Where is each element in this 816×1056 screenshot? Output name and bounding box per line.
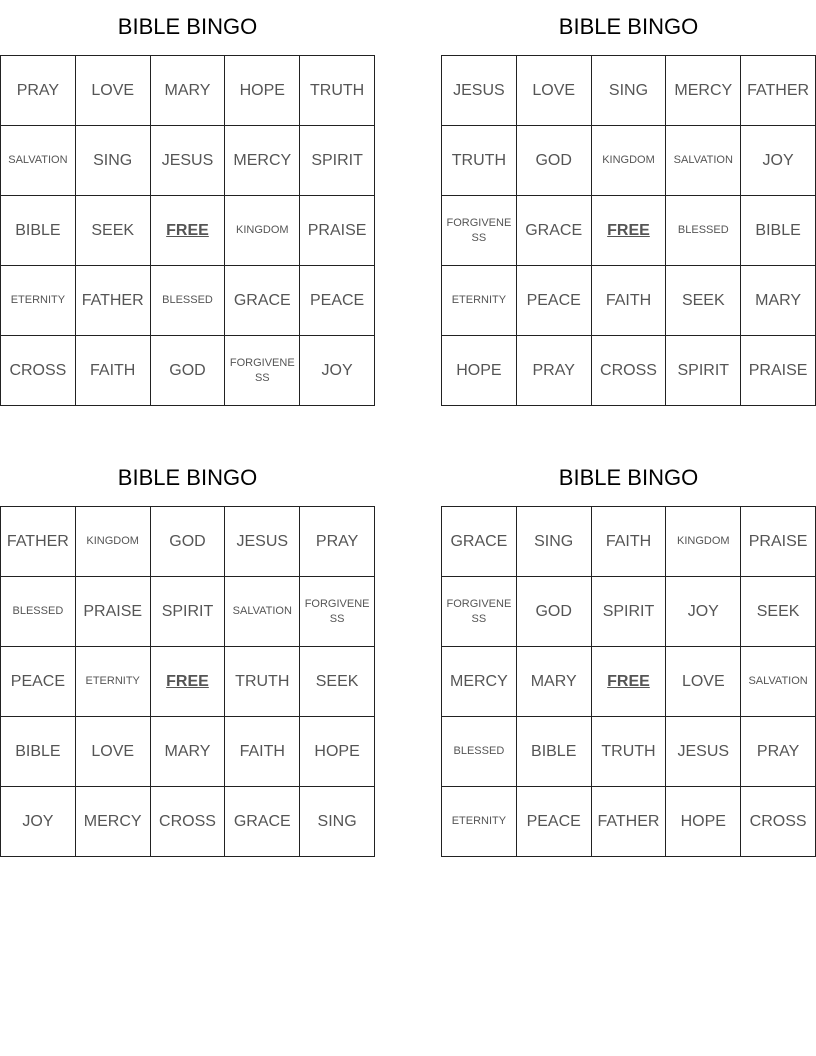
free-space-cell: FREE — [592, 196, 667, 266]
bingo-cell: TRUTH — [592, 717, 667, 787]
bingo-cell: FAITH — [225, 717, 300, 787]
bingo-cell: HOPE — [442, 336, 517, 406]
bingo-cell: PRAY — [517, 336, 592, 406]
bingo-cell: TRUTH — [300, 56, 375, 126]
bingo-cell: FAITH — [592, 266, 667, 336]
bingo-cell: MARY — [517, 647, 592, 717]
bingo-cell: JESUS — [442, 56, 517, 126]
bingo-cell: PRAISE — [300, 196, 375, 266]
bingo-cell: PEACE — [517, 266, 592, 336]
card-title: BIBLE BINGO — [117, 465, 258, 490]
bingo-cell: TRUTH — [225, 647, 300, 717]
card-title: BIBLE BINGO — [558, 14, 699, 39]
bingo-cell: SALVATION — [666, 126, 741, 196]
bingo-cell: GOD — [151, 336, 226, 406]
bingo-cell: FORGIVENESS — [442, 196, 517, 266]
bingo-cell: BLESSED — [666, 196, 741, 266]
bingo-cell: GOD — [151, 507, 226, 577]
bingo-cell: LOVE — [517, 56, 592, 126]
bingo-cell: FAITH — [592, 507, 667, 577]
bingo-cell: CROSS — [741, 787, 816, 857]
bingo-cell: SING — [76, 126, 151, 196]
bingo-cell: PRAISE — [741, 507, 816, 577]
bingo-cell: JESUS — [666, 717, 741, 787]
bingo-cell: MARY — [741, 266, 816, 336]
bingo-cell: CROSS — [1, 336, 76, 406]
free-space-cell: FREE — [151, 647, 226, 717]
bingo-cell: SALVATION — [1, 126, 76, 196]
bingo-cell: SPIRIT — [300, 126, 375, 196]
bingo-cell: BLESSED — [1, 577, 76, 647]
bingo-cell: ETERNITY — [76, 647, 151, 717]
bingo-cell: FATHER — [741, 56, 816, 126]
bingo-cell: SALVATION — [225, 577, 300, 647]
bingo-cell: GRACE — [517, 196, 592, 266]
bingo-cell: PRAY — [741, 717, 816, 787]
bingo-cell: HOPE — [666, 787, 741, 857]
bingo-cell: GOD — [517, 126, 592, 196]
bingo-grid — [441, 55, 816, 406]
bingo-cell: MARY — [151, 56, 226, 126]
bingo-grid — [0, 506, 375, 857]
bingo-cell: SPIRIT — [592, 577, 667, 647]
bingo-cell: FATHER — [592, 787, 667, 857]
bingo-cell: KINGDOM — [76, 507, 151, 577]
bingo-cell: MERCY — [666, 56, 741, 126]
card-title: BIBLE BINGO — [558, 465, 699, 490]
bingo-cell: BIBLE — [741, 196, 816, 266]
bingo-cell: MARY — [151, 717, 226, 787]
bingo-cell: FATHER — [76, 266, 151, 336]
bingo-cell: PRAISE — [76, 577, 151, 647]
bingo-cell: LOVE — [666, 647, 741, 717]
bingo-cell: KINGDOM — [225, 196, 300, 266]
bingo-cell: PEACE — [1, 647, 76, 717]
bingo-grid — [441, 506, 816, 857]
bingo-grid — [0, 55, 375, 406]
bingo-cell: MERCY — [76, 787, 151, 857]
bingo-cell: JOY — [1, 787, 76, 857]
bingo-cell: PRAISE — [741, 336, 816, 406]
bingo-cell: ETERNITY — [1, 266, 76, 336]
bingo-cell: ETERNITY — [442, 787, 517, 857]
bingo-cell: SING — [517, 507, 592, 577]
bingo-cell: SEEK — [300, 647, 375, 717]
bingo-cell: FORGIVENESS — [225, 336, 300, 406]
bingo-cell: FORGIVENESS — [300, 577, 375, 647]
card-title: BIBLE BINGO — [117, 14, 258, 39]
bingo-cell: BIBLE — [517, 717, 592, 787]
bingo-cell: PEACE — [517, 787, 592, 857]
bingo-cell: BIBLE — [1, 196, 76, 266]
bingo-cell: KINGDOM — [666, 507, 741, 577]
bingo-cell: SEEK — [666, 266, 741, 336]
bingo-cell: JESUS — [225, 507, 300, 577]
free-space-cell: FREE — [151, 196, 226, 266]
bingo-cell: MERCY — [442, 647, 517, 717]
bingo-cell: HOPE — [225, 56, 300, 126]
bingo-cell: MERCY — [225, 126, 300, 196]
bingo-cell: FORGIVENESS — [442, 577, 517, 647]
bingo-cell: BLESSED — [442, 717, 517, 787]
bingo-cell: SEEK — [741, 577, 816, 647]
bingo-cell: FATHER — [1, 507, 76, 577]
bingo-cell: HOPE — [300, 717, 375, 787]
bingo-cell: ETERNITY — [442, 266, 517, 336]
bingo-cell: LOVE — [76, 717, 151, 787]
bingo-cell: TRUTH — [442, 126, 517, 196]
bingo-cell: SPIRIT — [666, 336, 741, 406]
bingo-cell: PEACE — [300, 266, 375, 336]
bingo-cell: SING — [300, 787, 375, 857]
bingo-cell: JOY — [666, 577, 741, 647]
bingo-cell: PRAY — [1, 56, 76, 126]
bingo-cell: CROSS — [151, 787, 226, 857]
bingo-cell: JESUS — [151, 126, 226, 196]
bingo-cell: LOVE — [76, 56, 151, 126]
bingo-cell: PRAY — [300, 507, 375, 577]
bingo-cell: FAITH — [76, 336, 151, 406]
bingo-cell: GRACE — [225, 787, 300, 857]
bingo-cell: SPIRIT — [151, 577, 226, 647]
bingo-cell: SEEK — [76, 196, 151, 266]
bingo-cell: BLESSED — [151, 266, 226, 336]
bingo-cell: SING — [592, 56, 667, 126]
bingo-cell: GOD — [517, 577, 592, 647]
bingo-cell: SALVATION — [741, 647, 816, 717]
free-space-cell: FREE — [592, 647, 667, 717]
bingo-cell: GRACE — [225, 266, 300, 336]
bingo-cell: JOY — [741, 126, 816, 196]
bingo-cell: JOY — [300, 336, 375, 406]
bingo-cell: BIBLE — [1, 717, 76, 787]
bingo-cell: GRACE — [442, 507, 517, 577]
bingo-cell: KINGDOM — [592, 126, 667, 196]
bingo-cell: CROSS — [592, 336, 667, 406]
